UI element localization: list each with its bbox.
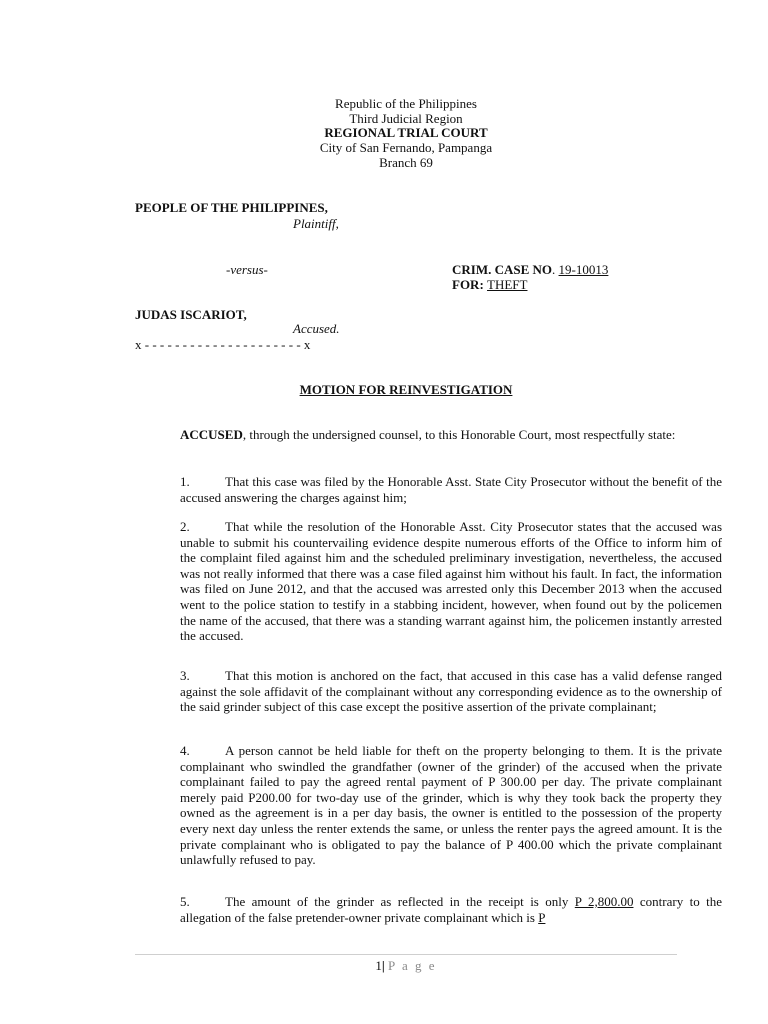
case-offense: [452, 277, 527, 293]
for-value: THEFT: [487, 277, 528, 292]
paragraph-text: That while the resolution of the Honorable Asst. City Prosecutor states that the accused was unable to submit his countervailing evidence despite numerous efforts of the Office to inform him of the complaint filed against him and the scheduled preliminary investigation, nevertheless, the accused was not really informed that there was a case filed against him without his fault. In fact, the information was filed on June 2012, and that the accused was arrested only this December 2013 when the accused went to the police station to testify in a stabbing incident, however, when found out by the policemen the name of the accused, that there was a standing warrant against him, the policemen instantly arrested the accused.: [180, 519, 722, 644]
intro-lead: ACCUSED: [180, 427, 243, 442]
header-region: Third Judicial Region: [349, 111, 463, 126]
versus-label: -versus-: [226, 262, 268, 277]
header-branch: Branch 69: [379, 155, 433, 170]
page-separator: |: [381, 958, 385, 973]
accused-role: Accused.: [293, 321, 340, 336]
paragraph-text-b: contrary to the allegation of the false pretender-owner private complainant which is: [180, 894, 722, 925]
for-label: FOR:: [452, 277, 488, 292]
paragraph-number: 3.: [180, 668, 190, 683]
paragraph-2: [135, 519, 722, 644]
case-label: CRIM. CASE NO: [452, 262, 553, 277]
page-footer: [0, 958, 768, 974]
caption-separator: x - - - - - - - - - - - - - - - - - - - - - x: [135, 337, 311, 352]
paragraph-3: [135, 668, 722, 715]
paragraph-1: [135, 474, 722, 505]
paragraph-number: 2.: [180, 519, 190, 534]
case-number-value: 19-10013: [558, 262, 609, 277]
footer-divider: [135, 954, 677, 955]
header-city: City of San Fernando, Pampanga: [319, 140, 493, 155]
grinder-amount: P 2,800.00: [574, 894, 634, 909]
motion-title: MOTION FOR REINVESTIGATION: [299, 382, 513, 397]
plaintiff-name: PEOPLE OF THE PHILIPPINES,: [135, 200, 328, 215]
paragraph-text: That this motion is anchored on the fact, that accused in this case has a valid defense ranged against the sole affidavit of the complainant without any corresponding evidence as to the ownership of the said grinder subject of this case except the positive assertion of the private complainant;: [180, 668, 722, 715]
page-number: 1: [375, 958, 382, 973]
trailing-amount: P: [538, 909, 546, 925]
paragraph-number: 4.: [180, 743, 190, 758]
plaintiff-role: Plaintiff,: [293, 216, 339, 231]
header-republic: Republic of the Philippines: [335, 96, 477, 111]
paragraph-text: That this case was filed by the Honorable Asst. State City Prosecutor without the benefit of the accused answering the charges against him;: [180, 474, 722, 505]
paragraph-text-a: The amount of the grinder as reflected in the receipt is only: [225, 894, 575, 909]
intro-text: , through the undersigned counsel, to this Honorable Court, most respectfully state:: [242, 427, 676, 442]
header-court: REGIONAL TRIAL COURT: [324, 125, 488, 140]
intro-paragraph: [135, 427, 722, 443]
page-label: P a g e: [388, 958, 437, 973]
paragraph-number: 1.: [180, 474, 190, 489]
paragraph-number: 5.: [180, 894, 190, 909]
case-number: [452, 262, 608, 278]
paragraph-4: [135, 743, 722, 868]
paragraph-text: A person cannot be held liable for theft on the property belonging to them. It is the private complainant who swindled the grandfather (owner of the grinder) of the accused when the private complainant failed to pay the agreed rental payment of P 300.00 per day. The private complainant merely paid P200.00 for two-day use of the grinder, which is why they took back the property they owned as the agreement is in a per day basis, the owner is entitled to the possession of the property every next day unless the renter extends the same, or unless the renter pays the agreed amount. It is the private complainant who is obligated to pay the balance of P 400.00 which the private complainant unlawfully refused to pay.: [180, 743, 722, 868]
accused-name: JUDAS ISCARIOT,: [135, 307, 247, 322]
case-dot: .: [552, 262, 559, 277]
paragraph-5: [135, 894, 722, 925]
